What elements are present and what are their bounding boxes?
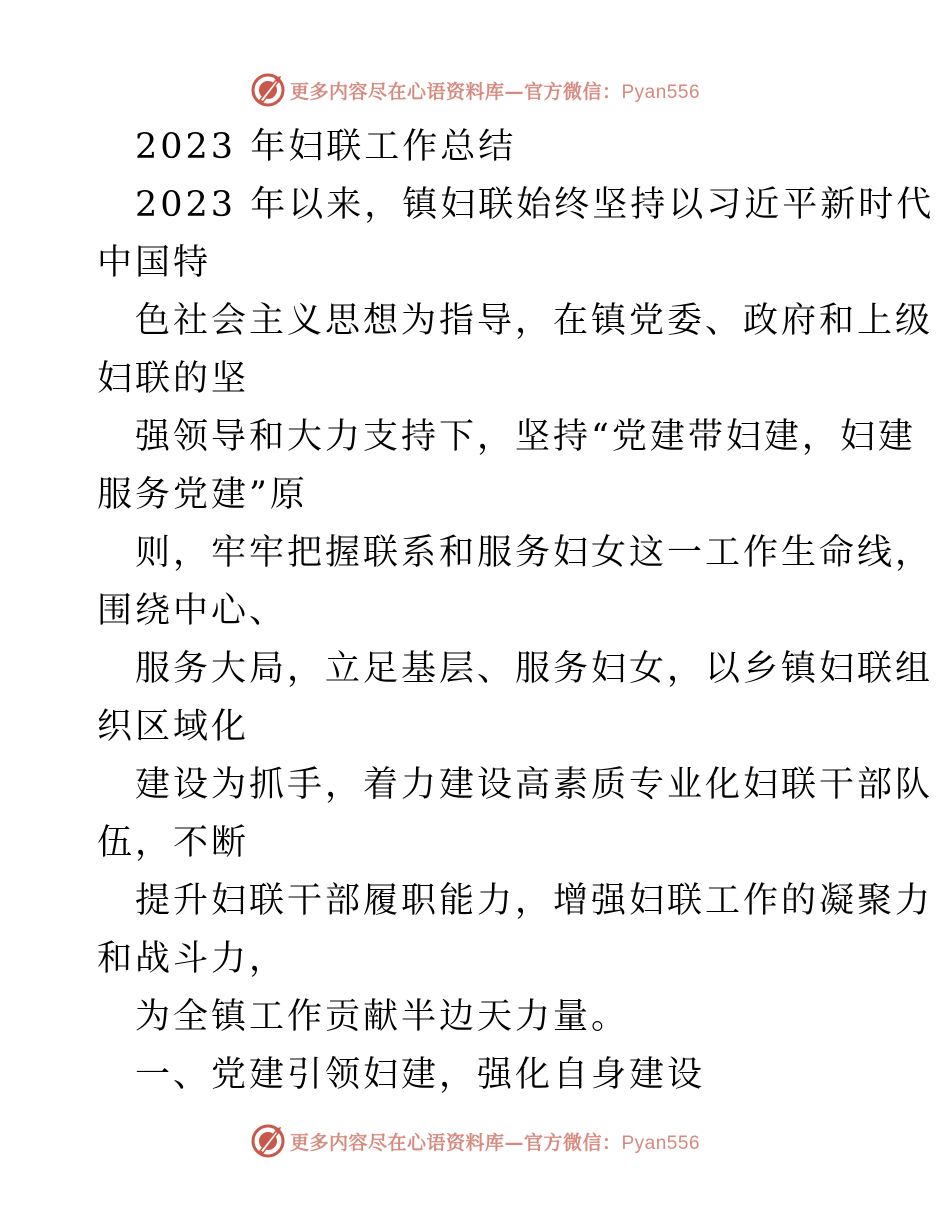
text-line: 服务大局，立足基层、服务妇女，以乡镇妇联组 xyxy=(135,649,934,689)
text-line: 2023 年以来，镇妇联始终坚持以习近平新时代 xyxy=(135,185,935,225)
text-line: 中国特 xyxy=(97,243,212,283)
watermark-text: 更多内容尽在心语资料库—官方微信：Pyan556 xyxy=(289,1131,701,1154)
text-line: 服务党建”原 xyxy=(97,475,308,515)
text-line: 织区域化 xyxy=(97,707,250,747)
text-line: 为全镇工作贡献半边天力量。 xyxy=(135,997,630,1037)
header-watermark xyxy=(0,70,950,110)
paragraph-lines xyxy=(97,176,935,1104)
text-line: 一、党建引领妇建，强化自身建设 xyxy=(135,1055,706,1095)
text-line: 建设为抓手，着力建设高素质专业化妇联干部队 xyxy=(135,765,934,805)
watermark-text: 更多内容尽在心语资料库—官方微信：Pyan556 xyxy=(289,80,701,103)
text-line: 伍，不断 xyxy=(97,823,250,863)
document-title: 2023 年妇联工作总结 xyxy=(135,127,517,167)
document-body xyxy=(97,118,935,1104)
quill-seal-icon xyxy=(250,1123,286,1159)
text-line: 和战斗力， xyxy=(97,939,288,979)
text-line: 提升妇联干部履职能力，增强妇联工作的凝聚力 xyxy=(135,881,934,921)
text-line: 强领导和大力支持下，坚持“党建带妇建，妇建 xyxy=(135,417,916,457)
text-line: 妇联的坚 xyxy=(97,359,250,399)
quill-seal-icon xyxy=(250,72,286,108)
text-line: 则，牢牢把握联系和服务妇女这一工作生命线， xyxy=(135,533,934,573)
text-line: 色社会主义思想为指导，在镇党委、政府和上级 xyxy=(135,301,934,341)
footer-watermark xyxy=(0,1121,950,1161)
text-line: 围绕中心、 xyxy=(97,591,288,631)
